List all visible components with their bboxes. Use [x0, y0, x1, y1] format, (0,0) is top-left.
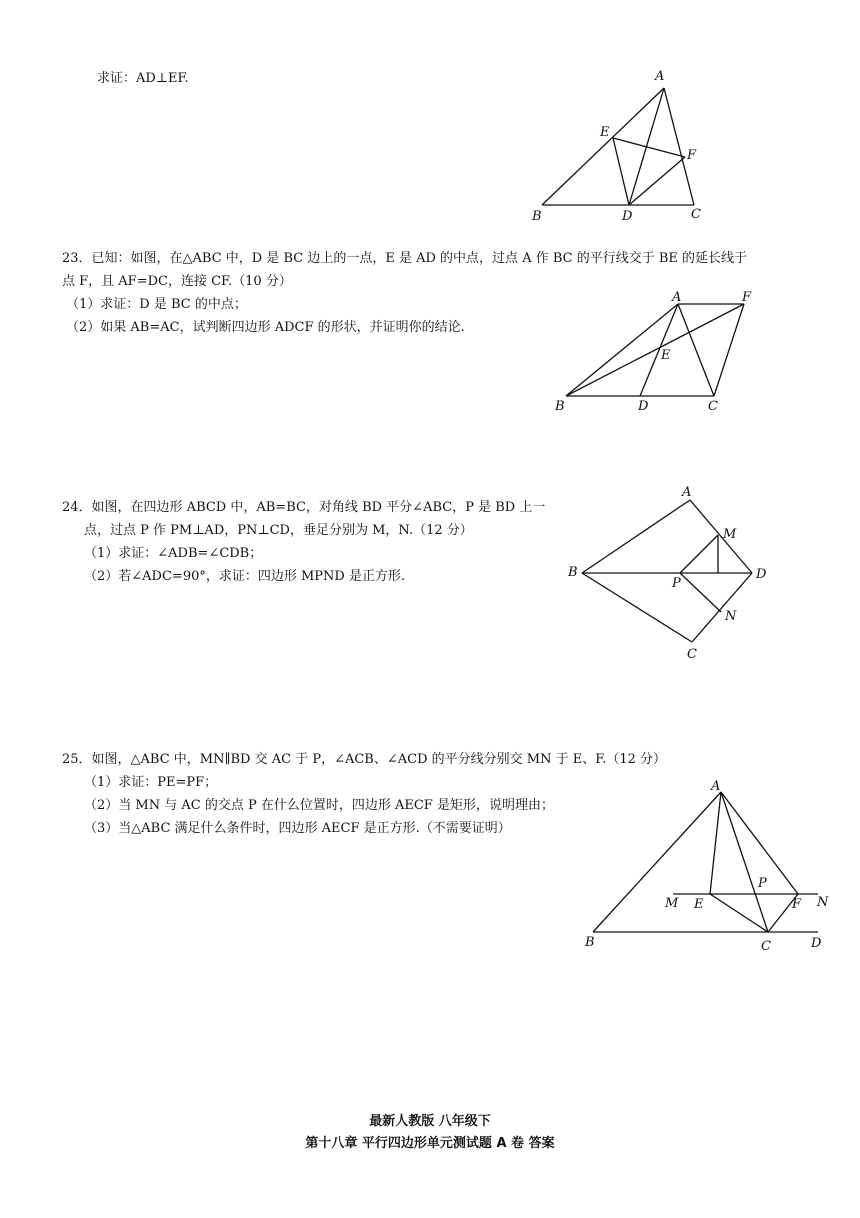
q24-figure — [560, 480, 780, 665]
q24-part2: （2）若∠ADC=90°，求证：四边形 MPND 是正方形. — [84, 569, 406, 584]
q24-edge-ad — [690, 500, 752, 573]
q24-label-b: B — [568, 565, 578, 580]
q22-label-c: C — [691, 207, 701, 222]
q25-figure — [575, 780, 835, 960]
q22-proof-text: 求证：AD⊥EF. — [97, 71, 189, 86]
q25-label-a: A — [711, 780, 721, 794]
q22-label-f: F — [687, 148, 697, 163]
q25-edge-ac — [721, 792, 768, 932]
q22-figure — [528, 62, 718, 227]
q24-label-m: M — [723, 527, 737, 542]
q24-part1: （1）求证：∠ADB=∠CDB； — [84, 546, 263, 561]
q25-label-m: M — [665, 896, 679, 911]
q23-label-c: C — [708, 399, 718, 414]
q22-edge-ef — [613, 138, 685, 157]
q25-part2: （2）当 MN 与 AC 的交点 P 在什么位置时，四边形 AECF 是矩形，说明理由； — [84, 798, 554, 813]
q22-label-d: D — [622, 209, 633, 224]
q25-label-f: F — [792, 897, 802, 912]
q22-label-a: A — [655, 69, 665, 84]
q25-label-e: E — [694, 897, 704, 912]
q23-edge-ad — [640, 304, 678, 396]
q24-label-c: C — [687, 647, 697, 662]
q22-edge-ed — [613, 138, 629, 205]
q24-edge-pn — [680, 573, 721, 612]
answer-heading-line2: 第十八章 平行四边形单元测试题 A 卷 答案 — [305, 1136, 555, 1151]
q23-part1: （1）求证：D 是 BC 的中点； — [66, 297, 247, 312]
q23-edge-ac — [678, 304, 714, 396]
q25-label-p: P — [758, 876, 767, 891]
answer-heading-line1: 最新人教版 八年级下 — [369, 1114, 491, 1129]
q24-edge-ab — [582, 500, 690, 573]
q25-label-c: C — [761, 939, 771, 954]
q23-label-f: F — [742, 290, 752, 305]
q24-text-line1: 24．如图，在四边形 ABCD 中，AB=BC，对角线 BD 平分∠ABC，P 是 BD 上一 — [62, 500, 546, 515]
q25-part3: （3）当△ABC 满足什么条件时，四边形 AECF 是正方形.（不需要证明） — [84, 821, 511, 836]
q23-label-a: A — [672, 290, 682, 305]
q23-label-b: B — [555, 399, 565, 414]
q23-figure — [548, 286, 768, 418]
q23-label-e: E — [661, 348, 671, 363]
q24-edge-cd — [692, 573, 752, 642]
q25-label-d: D — [811, 936, 822, 951]
q23-part2: （2）如果 AB=AC，试判断四边形 ADCF 的形状，并证明你的结论. — [66, 320, 465, 335]
q22-label-e: E — [600, 125, 610, 140]
q23-label-d: D — [638, 399, 649, 414]
q24-label-a: A — [682, 485, 692, 500]
q25-part1: （1）求证：PE=PF； — [84, 775, 218, 790]
q25-edge-ec — [710, 894, 768, 932]
q22-edge-fd — [629, 157, 685, 205]
q25-edge-ae — [710, 792, 721, 894]
q23-text-line2: 点 F，且 AF=DC，连接 CF.（10 分） — [62, 274, 292, 289]
q25-label-b: B — [585, 935, 595, 950]
q22-label-b: B — [532, 209, 542, 224]
q24-edge-pm — [680, 535, 718, 573]
q25-text-line1: 25．如图，△ABC 中，MN∥BD 交 AC 于 P，∠ACB、∠ACD 的平分线分别交 MN 于 E、F.（12 分） — [62, 752, 667, 767]
q23-text-line1: 23．已知：如图，在△ABC 中，D 是 BC 边上的一点，E 是 AD 的中点，过点 A 作 BC 的平行线交于 BE 的延长线于 — [62, 251, 748, 266]
q25-label-n: N — [817, 895, 829, 910]
q24-label-d: D — [756, 567, 767, 582]
q24-label-n: N — [725, 609, 737, 624]
q22-edge-ac — [664, 88, 694, 205]
q24-text-line2: 点，过点 P 作 PM⊥AD，PN⊥CD，垂足分别为 M，N.（12 分） — [84, 523, 473, 538]
q23-edge-bf — [566, 304, 744, 396]
q24-label-p: P — [672, 576, 681, 591]
